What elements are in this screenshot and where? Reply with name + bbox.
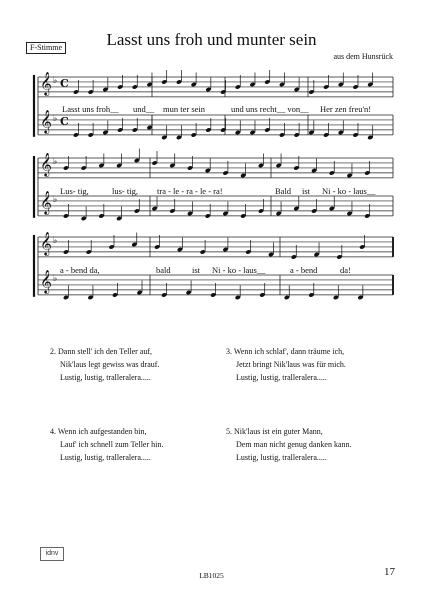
verse-line: Lustig, lustig, tralleralera..... (60, 373, 151, 382)
treble-clef: 𝄞 (40, 71, 52, 95)
common-time: C (60, 77, 69, 90)
verse-line: Jetzt bringt Nik'laus was für mich. (236, 360, 346, 369)
lyric-3-2: bald (156, 265, 171, 275)
flat-sign: ♭ (53, 157, 58, 167)
treble-clef: 𝄞 (40, 152, 52, 176)
lyric-3-5: a - bend (290, 265, 318, 275)
lyric-1-4: und uns recht__ von__ (231, 104, 309, 114)
voice-tag: F-Stimme (26, 42, 66, 54)
treble-clef: 𝄞 (40, 109, 52, 133)
flat-sign: ♭ (53, 114, 58, 124)
lyric-3-4: Ni - ko - laus__ (212, 265, 266, 275)
verse-line: 5. Nik'laus ist ein guter Mann, (226, 427, 323, 436)
lyric-2-4: Bald (275, 186, 292, 196)
verse-2 (50, 345, 159, 384)
lyric-3-3: ist (192, 265, 201, 275)
verse-line: Lustig, lustig, tralleralera..... (60, 453, 151, 462)
lyric-2-6: Ni - ko - laus__ (322, 186, 376, 196)
lyric-1-1: Lasst uns froh__ (62, 104, 119, 114)
flat-sign: ♭ (53, 274, 58, 284)
verse-5 (226, 425, 352, 464)
lyric-1-2: und__ (133, 104, 155, 114)
publisher-logo: idnv (40, 547, 64, 561)
treble-clef: 𝄞 (40, 269, 52, 293)
common-time: C (60, 115, 69, 128)
verse-line: Nik'laus legt gewiss was drauf. (60, 360, 160, 369)
treble-clef: 𝄞 (40, 190, 52, 214)
lyric-2-5: ist (302, 186, 311, 196)
lyric-2-2: lus- tig, (112, 186, 138, 196)
verse-line: 3. Wenn ich schlaf', dann träume ich, (226, 347, 345, 356)
verse-line: Dem man nicht genug danken kann. (236, 440, 352, 449)
verse-line: 4. Wenn ich aufgestanden bin, (50, 427, 147, 436)
song-origin: aus dem Hunsrück (333, 52, 393, 61)
lyric-3-6: da! (340, 265, 351, 275)
verse-line: 2. Dann stell' ich den Teller auf, (50, 347, 153, 356)
flat-sign: ♭ (53, 195, 58, 205)
flat-sign: ♭ (53, 236, 58, 246)
lyric-2-3: tra - le - ra - le - ra! (157, 186, 223, 196)
song-title: Lasst uns froh und munter sein (106, 30, 317, 49)
lyric-3-1: a - bend da, (60, 265, 100, 275)
page-number: 17 (384, 566, 395, 578)
verse-3 (226, 345, 346, 384)
flat-sign: ♭ (53, 76, 58, 86)
lyric-1-3: mun ter sein (163, 104, 206, 114)
verse-line: Lauf' ich schnell zum Teller hin. (60, 440, 164, 449)
treble-clef: 𝄞 (40, 231, 52, 255)
lyric-2-1: Lus- tig, (60, 186, 89, 196)
verse-line: Lustig, lustig, tralleralera..... (236, 373, 327, 382)
verse-line: Lustig, lustig, tralleralera..... (236, 453, 327, 462)
verse-4 (50, 425, 163, 464)
catalog-code: LB1025 (199, 571, 224, 580)
lyric-1-5: Her zen freu'n! (320, 104, 372, 114)
